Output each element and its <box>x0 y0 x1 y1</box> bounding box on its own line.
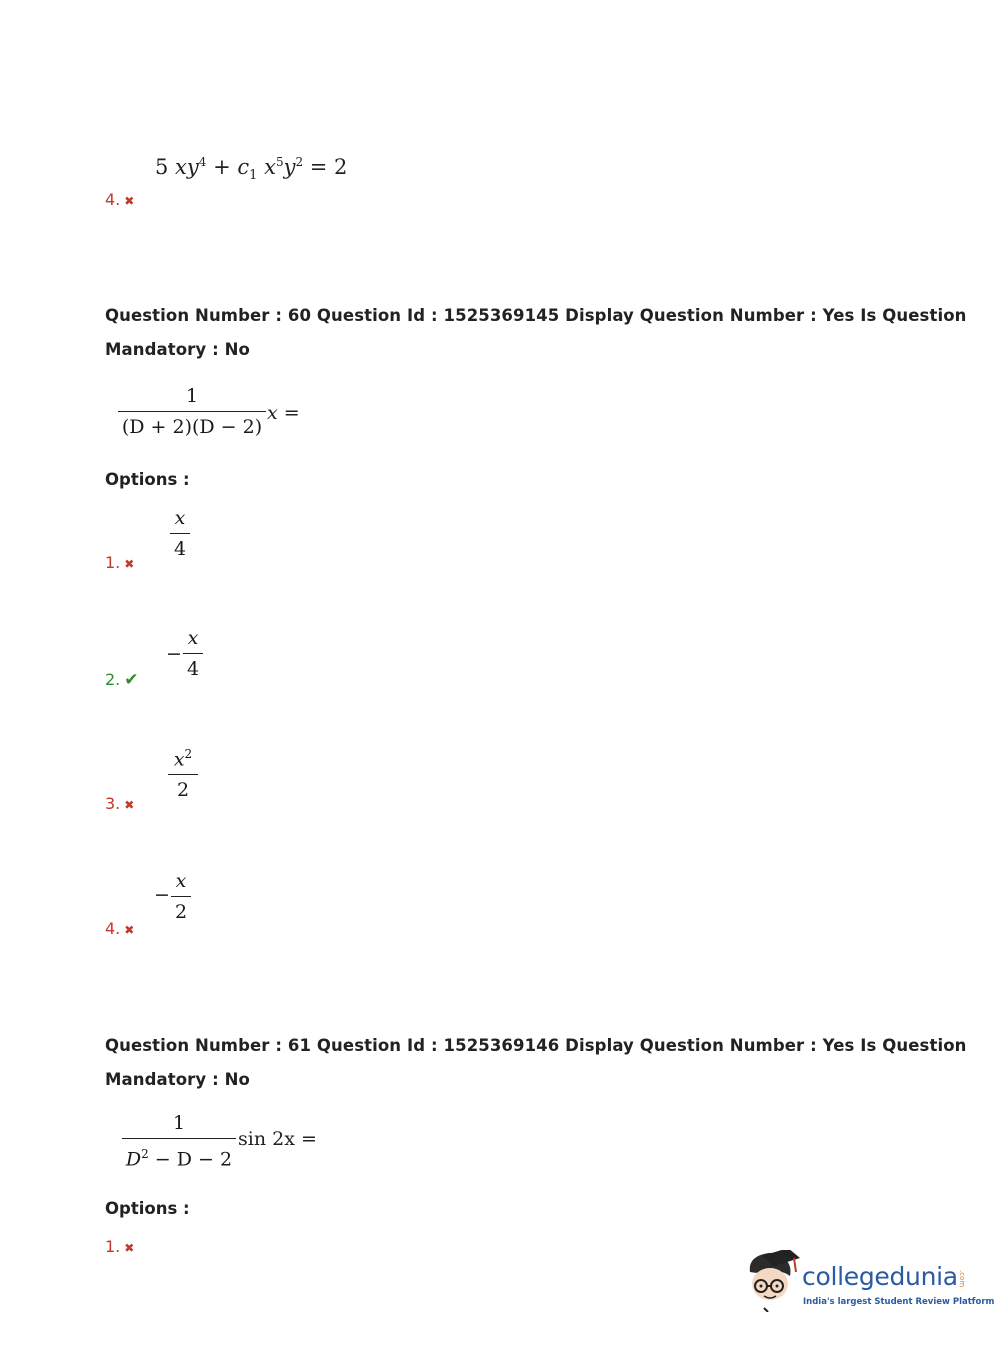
q60-option-3-fraction: $x^2$ 2 <box>168 742 198 802</box>
q61-question-fraction: 1 $D^2 - D - 2$ <box>122 1111 236 1171</box>
cross-icon: ✖ <box>124 798 135 812</box>
collegedunia-logo <box>742 1250 995 1320</box>
q61-header-line1: Question Number : 61 Question Id : 1525369146 Display Question Number : Yes Is Question <box>105 1036 967 1055</box>
q60-option-1-number: 1. ✖ <box>105 553 135 572</box>
q60-option-4-number: 4. ✖ <box>105 919 135 938</box>
q60-question-fraction: 1 (D + 2)(D − 2) <box>118 384 266 439</box>
q61-header-line2: Mandatory : No <box>105 1070 250 1089</box>
q60-option-4-fraction: x 2 <box>171 869 191 924</box>
cross-icon: ✖ <box>124 1241 135 1255</box>
cross-icon: ✖ <box>124 557 135 571</box>
cross-icon: ✖ <box>124 194 135 208</box>
q60-header-line2: Mandatory : No <box>105 340 250 359</box>
q61-option-1-number: 1. ✖ <box>105 1237 135 1256</box>
q60-option-4-sign: − <box>154 884 170 906</box>
q60-question-tail: x = <box>267 402 300 424</box>
prev-option-4-number: 4. ✖ <box>105 190 135 209</box>
check-icon: ✔ <box>124 670 139 690</box>
q60-option-1-fraction: x 4 <box>170 506 190 561</box>
q61-question-tail: sin 2x = <box>238 1128 317 1150</box>
q60-options-label: Options : <box>105 470 190 489</box>
q60-option-2-number: 2. ✔ <box>105 670 139 690</box>
cross-icon: ✖ <box>124 923 135 937</box>
prev-option-4-expression: 5 $xy^4 + c_1$ $x^5y^2 = 2$ <box>155 155 348 184</box>
logo-suffix: .com <box>958 1270 966 1288</box>
logo-tagline: India's largest Student Review Platform <box>803 1297 995 1307</box>
logo-name: collegedunia <box>802 1262 958 1291</box>
mascot-icon <box>742 1250 800 1312</box>
q60-question-denominator: (D + 2)(D − 2) <box>121 416 263 438</box>
q60-header-line1: Question Number : 60 Question Id : 1525369145 Display Question Number : Yes Is Question <box>105 306 967 325</box>
q60-option-2-fraction: x 4 <box>183 626 203 681</box>
q61-options-label: Options : <box>105 1199 190 1218</box>
q60-option-2-sign: − <box>166 643 182 665</box>
q60-option-3-number: 3. ✖ <box>105 794 135 813</box>
